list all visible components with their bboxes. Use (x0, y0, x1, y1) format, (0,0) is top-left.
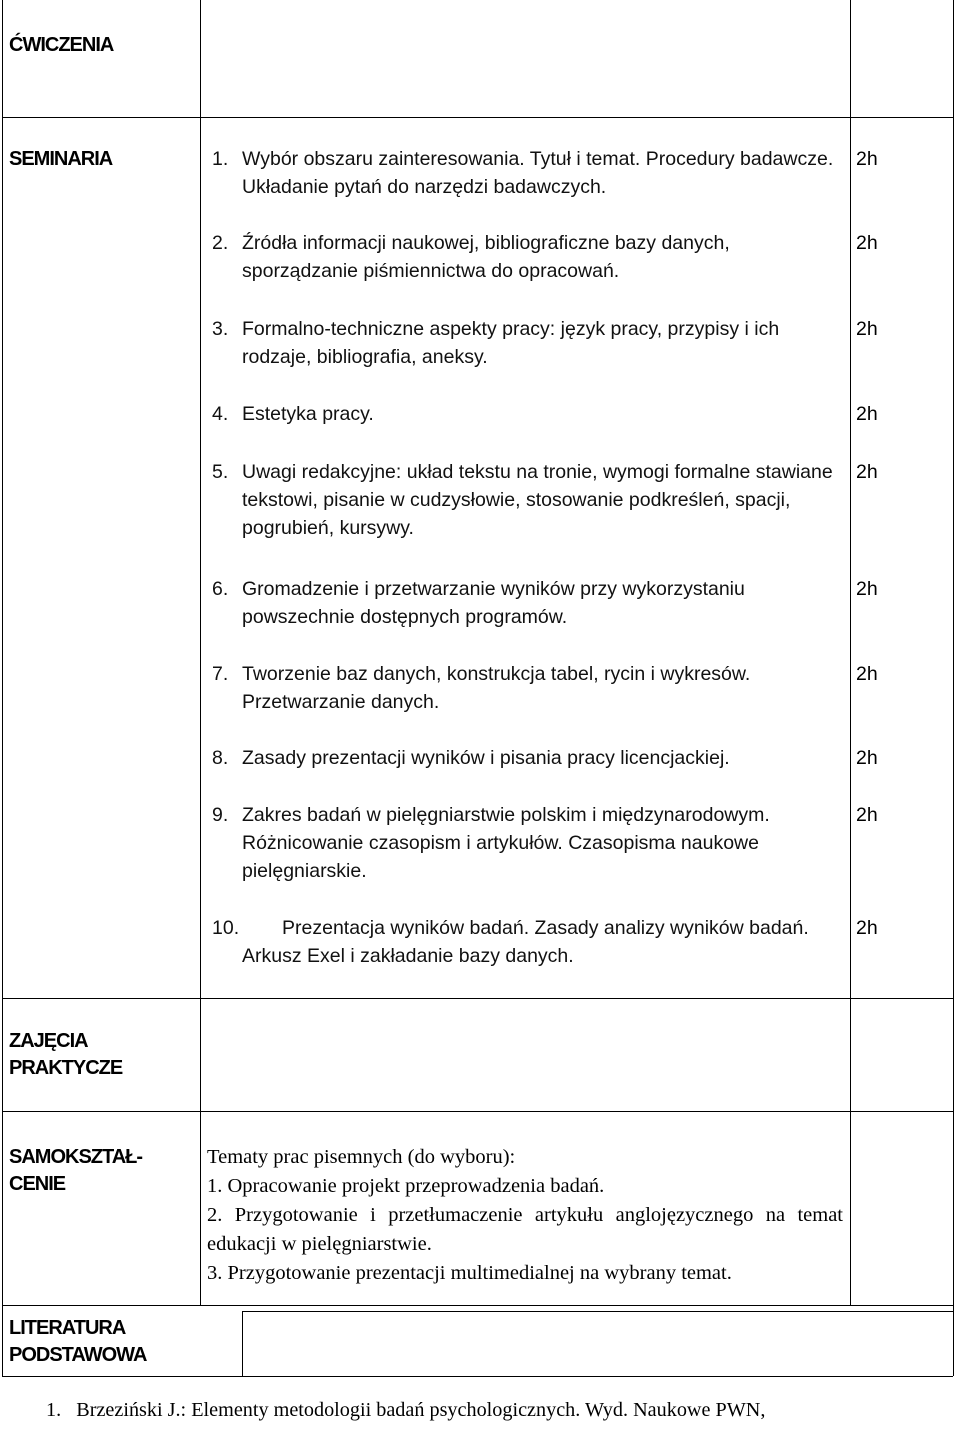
seminar-item-hours: 2h (856, 148, 878, 170)
seminar-item-text: Gromadzenie i przetwarzanie wyników przy wykorzystaniu powszechnie dostępnych programów. (242, 578, 745, 628)
seminar-item-number: 8. (212, 747, 229, 769)
seminar-item-number: 7. (212, 663, 229, 685)
label-seminaria: SEMINARIA (9, 148, 113, 170)
seminar-item-number: 4. (212, 403, 229, 425)
label-line: SAMOKSZTAŁ- (9, 1146, 143, 1168)
seminar-item-number: 1. (212, 148, 229, 170)
seminar-item-text: Formalno-techniczne aspekty pracy: język pracy, przypisy i ich rodzaje, bibliografia, aneksy. (242, 318, 780, 368)
seminar-item-number: 5. (212, 461, 229, 483)
row-divider-samoksztalcenie (2, 1305, 953, 1306)
literature-inner-top (242, 1311, 953, 1312)
literature-item: 1. Brzeziński J.: Elementy metodologii badań psychologicznych. Wyd. Naukowe PWN, (46, 1399, 766, 1421)
seminar-item-hours: 2h (856, 461, 878, 483)
label-literatura (9, 1315, 146, 1369)
seminar-item-number: 6. (212, 578, 229, 600)
topics-intro: Tematy prac pisemnych (do wyboru): (207, 1146, 516, 1168)
column-divider-label (200, 0, 201, 1305)
samoksztalcenie-content (207, 1143, 843, 1288)
seminar-item-hours: 2h (856, 663, 878, 685)
seminar-item-hours: 2h (856, 578, 878, 600)
label-line: ZAJĘCIA (9, 1030, 88, 1052)
seminar-item-hours: 2h (856, 804, 878, 826)
seminar-item-hours: 2h (856, 917, 878, 939)
seminar-item-text: Wybór obszaru zainteresowania. Tytuł i temat. Procedury badawcze. Układanie pytań do narzędzi badawczych. (242, 148, 834, 198)
literature-inner-divider (242, 1311, 243, 1376)
topic-item: 3. Przygotowanie prezentacji multimedialnej na wybrany temat. (207, 1262, 732, 1284)
seminar-item-number: 9. (212, 804, 229, 826)
row-divider-zajecia (2, 1111, 953, 1112)
seminar-item-hours: 2h (856, 747, 878, 769)
seminar-item-text: Prezentacja wyników badań. Zasady analizy wyników badań. Arkusz Exel i zakładanie bazy danych. (242, 917, 809, 967)
literature-inner-bottom (2, 1376, 953, 1377)
label-line: PRAKTYCZE (9, 1057, 123, 1079)
table-left-border (2, 0, 3, 1376)
table-right-border (953, 0, 954, 1376)
row-divider-seminaria (2, 998, 953, 999)
label-line: CENIE (9, 1173, 66, 1195)
seminar-item-text: Tworzenie baz danych, konstrukcja tabel, rycin i wykresów. Przetwarzanie danych. (242, 663, 751, 713)
seminar-item-number: 2. (212, 232, 229, 254)
seminar-item-hours: 2h (856, 232, 878, 254)
seminar-item-hours: 2h (856, 403, 878, 425)
label-samoksztalcenie (9, 1144, 142, 1198)
column-divider-hours (850, 0, 851, 1305)
seminar-item-number: 10. (212, 917, 240, 939)
label-zajecia-praktyczne (9, 1028, 122, 1082)
seminar-item-text: Estetyka pracy. (242, 403, 374, 425)
label-line: PODSTAWOWA (9, 1344, 147, 1366)
topic-item: 1. Opracowanie projekt przeprowadzenia badań. (207, 1175, 605, 1197)
seminar-item-text: Zakres badań w pielęgniarstwie polskim i międzynarodowym. Różnicowanie czasopism i artykułów. Czasopisma naukowe pielęgniarskie. (242, 804, 770, 882)
seminar-item-text: Uwagi redakcyjne: układ tekstu na tronie, wymogi formalne stawiane tekstowi, pisanie w cudzysłowie, stosowanie podkreśleń, spacji, pogrubień, kursywy. (242, 461, 833, 539)
row-divider-cwiczenia (2, 117, 953, 118)
seminar-item-number: 3. (212, 318, 229, 340)
label-line: LITERATURA (9, 1317, 126, 1339)
topic-item: 2. Przygotowanie i przetłumaczenie artykułu anglojęzycznego na temat edukacji w pielęgniarstwie. (207, 1204, 843, 1255)
seminar-item-text: Źródła informacji naukowej, bibliograficzne bazy danych, sporządzanie piśmiennictwa do opracowań. (242, 232, 730, 282)
seminar-item-text: Zasady prezentacji wyników i pisania pracy licencjackiej. (242, 747, 730, 769)
seminar-item-hours: 2h (856, 318, 878, 340)
label-cwiczenia: ĆWICZENIA (9, 34, 114, 56)
